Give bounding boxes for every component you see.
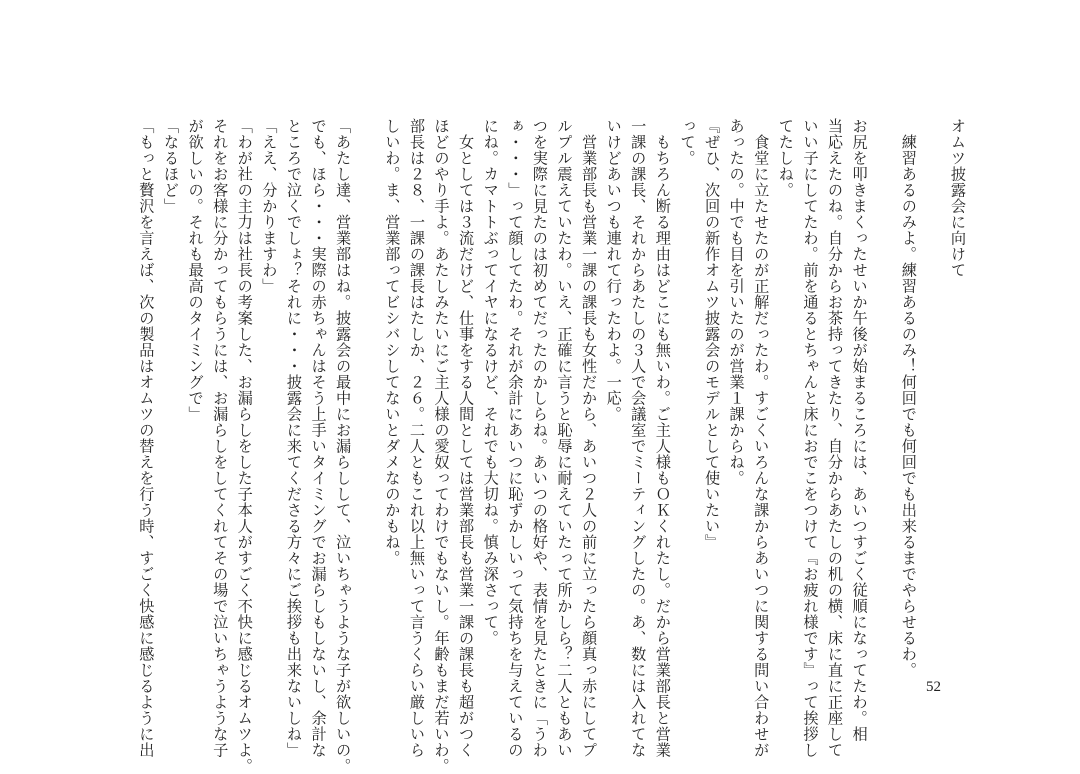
page-number: 52: [926, 679, 941, 695]
text-line: 『ぜひ、次回の新作オムツ披露会のモデルとして使いたい』: [703, 118, 722, 550]
text-line: つを実際に見たのは初めてだったのかしらね。あいつの格好や、表情を見たときに「うわ: [530, 118, 549, 758]
text-line: 当応えたのね。自分からお茶持ってきたり、自分からあたしの机の横、床に直に正座して: [826, 118, 845, 758]
text-line: [921, 118, 946, 678]
text-line: 営業部長も営業一課の課長も女性だから、あいつ２人の前に立ったら顔真っ赤にしてプ: [580, 118, 599, 758]
text-line: 食堂に立たせたのが正解だったわ。すごくいろんな課からあいつに関する問い合わせが: [752, 118, 771, 758]
text-line: いけどあいつも連れて行ったわよ。一応。: [604, 118, 623, 422]
text-line: もちろん断る理由はどこにも無いわ。ご主人様もＯＫくれたし。だから営業部長と営業: [653, 118, 672, 758]
text-line: 「なるほど」: [162, 118, 180, 214]
text-line: 「ええ、分かりますわ」: [260, 118, 279, 294]
text-line: ところで泣くでしょ？それに・・・披露会に来てくださる方々にご挨拶も出来ないしね」: [284, 118, 303, 758]
text-line: お尻を叩きまくったせいか午後が始まるころには、あいつすごく従順になってたわ。相: [850, 118, 869, 742]
text-line: 「わが社の主力は社長の考案した、お漏らしをした子本人がすごく不快に感じるオムツよ。: [235, 118, 254, 774]
text-line: [355, 118, 380, 678]
text-line: しいわ。ま、営業部ってビシバシしてないとダメなのかもね。: [383, 118, 402, 566]
text-line: ルプル震えていたわ。いえ、正確に言うと恥辱に耐えていたって所かしら？二人ともあい: [555, 118, 574, 758]
text-line: にね。カマトトぶってイヤになるけど、それでも大切ね。慎み深さって。: [481, 118, 500, 646]
text-line: ぁ・・・」って顔してたわ。それが余計にあいつに恥ずかしいって気持ちを与えているの: [506, 118, 525, 758]
text-line: [872, 118, 897, 678]
text-line: 「もっと贅沢を言えば、次の製品はオムツの替えを行う時、すごく快感に感じるように出: [137, 118, 156, 758]
text-line: あったの。中でも目を引いたのが営業１課からね。: [727, 118, 746, 486]
text-line: 一課の課長、それからあたしの３人で会議室でミーティングしたの。あ、数には入れてな: [629, 118, 648, 758]
text-line: それをお客様に分かってもらうには、お漏らしをしてくれてその場で泣いちゃうような子: [211, 118, 230, 758]
text-line: 練習あるのみよ。練習あるのみ！何回でも何回でも出来るまでやらせるわ。: [899, 118, 918, 678]
text-line: てたしね。: [776, 118, 795, 198]
text-line: でも、ほら・・・実際の赤ちゃんはそう上手いタイミングでお漏らしもしないし、余計な: [309, 118, 328, 758]
text-line: 「あたし達、営業部はね。披露会の最中にお漏らしして、泣いちゃうような子が欲しいの。: [334, 118, 353, 774]
text-line: 部長は２８、一課の課長はたしか、２６。二人ともこれ以上無いって言うくらい厳しいら: [407, 118, 426, 758]
text-line: が欲しいの。それも最高のタイミングで」: [186, 118, 205, 422]
chapter-heading: オムツ披露会に向けて: [949, 118, 967, 278]
text-line: 女としては３流だけど、仕事をする人間としては営業部長も営業一課の課長も超がつく: [457, 118, 476, 758]
text-line: って。: [678, 118, 697, 166]
text-line: ほどのやり手よ。あたしみたいにご主人様の愛奴ってわけでもないし。年齢もまだ若いわ。: [432, 118, 451, 774]
text-line: いい子にしてたわ。前を通るとちゃんと床におでこをつけて『お疲れ様です』って挨拶し: [801, 118, 820, 758]
